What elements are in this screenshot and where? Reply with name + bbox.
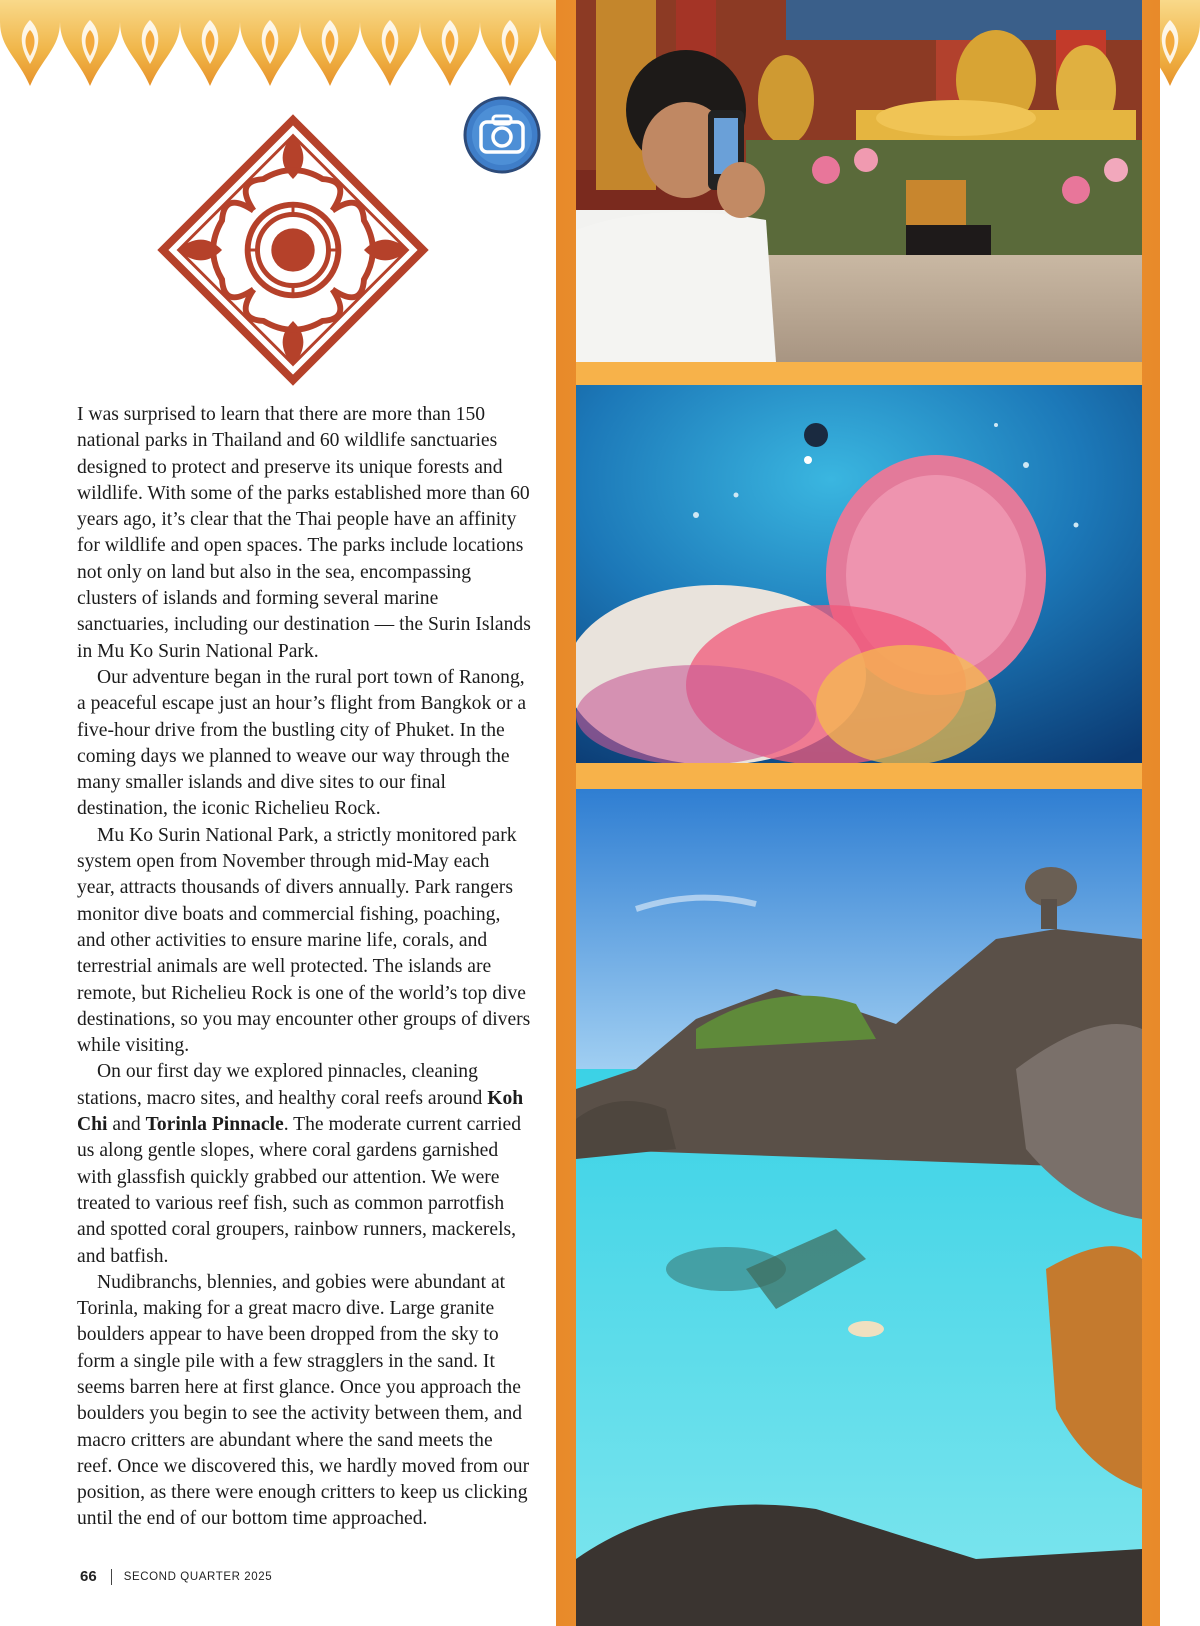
paragraph-4-and: and xyxy=(107,1114,146,1136)
article-body xyxy=(77,402,532,1533)
page-footer xyxy=(80,1568,272,1585)
footer-divider xyxy=(111,1569,112,1585)
site-name-torinla: Torinla Pinnacle xyxy=(145,1114,284,1136)
paragraph-4-end: . The moderate current carried us along gentle slopes, where coral gardens garnished with glassfish quickly grabbed our attention. We were treated to various reef fish, such as common parrotfish and spotted coral groupers, rainbow runners, mackerels, and batfish. xyxy=(77,1114,522,1267)
paragraph-2: Our adventure began in the rural port town of Ranong, a peaceful escape just an hour’s flight from Bangkok or a five-hour drive from the bustling city of Phuket. In the coming days we planned to weave our way through the many smaller islands and dive sites to our final destination, the iconic Richelieu Rock. xyxy=(77,666,527,820)
camera-icon xyxy=(463,96,541,174)
site-name-koh-chi: Koh Chi xyxy=(77,1087,524,1136)
paragraph-3: Mu Ko Surin National Park, a strictly monitored park system open from November through mid-May each year, attracts thousands of divers annually. Park rangers monitor dive boats and commercial fishing, poaching, and other activities to ensure marine life, corals, and terrestrial animals are well protected. The islands are remote, but Richelieu Rock is one of the world’s top dive destinations, so you may encounter other groups of divers while visiting. xyxy=(77,824,531,1057)
paragraph-1: I was surprised to learn that there are more than 150 national parks in Thailand and 60 wildlife sanctuaries designed to protect and preserve its unique forests and wildlife. With some of the parks established more than 60 years ago, it’s clear that the Thai people have an affinity for wildlife and open spaces. The parks include locations not only on land but also in the sea, encompassing clusters of islands and forming several marine sanctuaries, including our destination — the Surin Islands in Mu Ko Surin National Park. xyxy=(77,404,531,662)
paragraph-4-start: On our first day we explored pinnacles, cleaning stations, macro sites, and healthy coral reefs around xyxy=(77,1061,488,1109)
temple-photo xyxy=(576,0,1142,362)
paragraph-4 xyxy=(77,1059,532,1269)
coral-reef-photo xyxy=(576,385,1142,763)
issue-label: SECOND QUARTER 2025 xyxy=(123,1570,273,1583)
island-lagoon-photo xyxy=(576,789,1142,1626)
thai-mandala-ornament xyxy=(155,112,431,388)
paragraph-5: Nudibranchs, blennies, and gobies were abundant at Torinla, making for a great macro dive. Large granite boulders appear to have been dropped from the sky to form a single pile with a few stragglers in the sand. It seems barren here at first glance. Once you approach the boulders you begin to see the activity between them, and macro critters are abundant where the sand meets the reef. Once we discovered this, we hardly moved from our position, as there were enough critters to keep us clicking until the end of our bottom time approached. xyxy=(77,1271,530,1530)
page-number: 66 xyxy=(80,1568,97,1585)
